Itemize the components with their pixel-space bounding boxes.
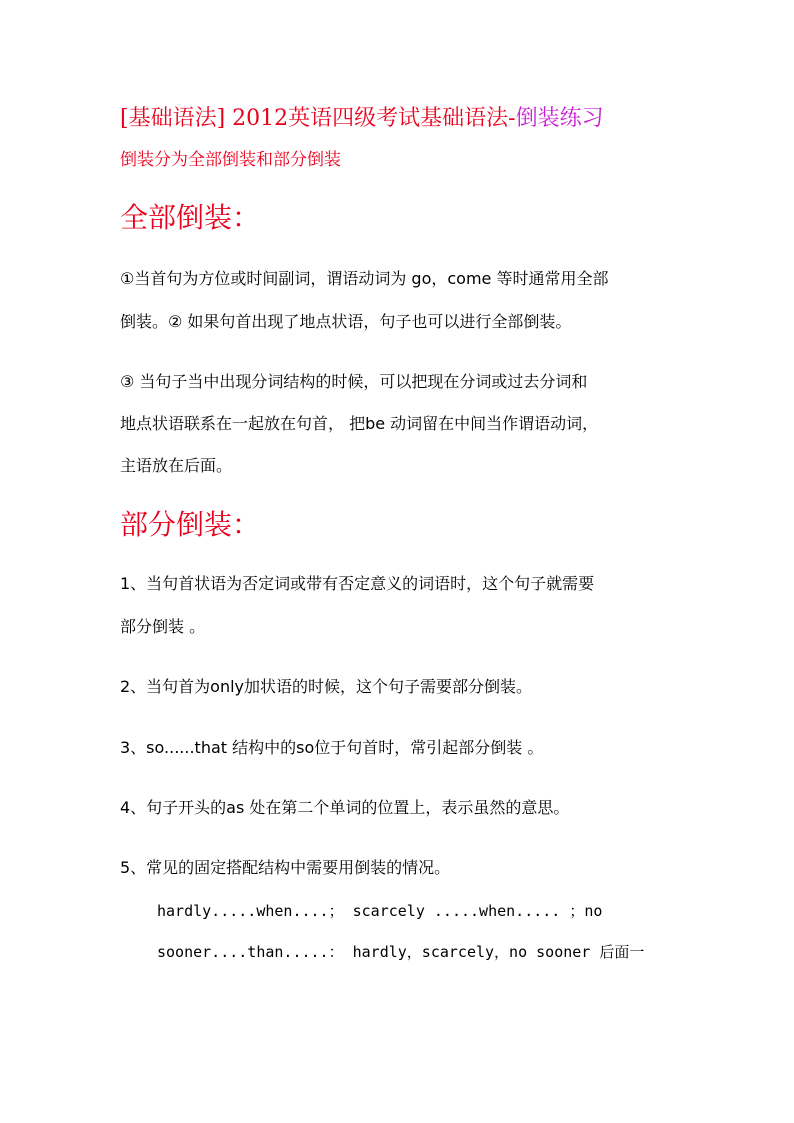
full-para1-line2: 倒装。② 如果句首出现了地点状语，句子也可以进行全部倒装。 (120, 312, 572, 331)
example-line2: sooner....than.....： hardly，scarcely，no sooner 后面一 (157, 943, 645, 961)
example-line1: hardly.....when....； scarcely .....when..... ；no (157, 902, 603, 920)
full-para2-line3: 主语放在后面。 (120, 456, 233, 475)
full-para2-line1: ③ 当句子当中出现分词结构的时候，可以把现在分词或过去分词和 (120, 372, 588, 391)
partial-item4: 4、句子开头的as 处在第二个单词的位置上，表示虽然的意思。 (120, 798, 570, 817)
title-topic: 倒装练习 (515, 106, 604, 131)
document-subtitle: 倒装分为全部倒装和部分倒装 (120, 150, 341, 170)
partial-item5: 5、常见的固定搭配结构中需要用倒装的情况。 (120, 858, 451, 877)
partial-item3: 3、so......that 结构中的so位于句首时，常引起部分倒装 。 (120, 738, 544, 757)
full-para1-line1: ①当首句为方位或时间副词，谓语动词为 go，come 等时通常用全部 (120, 269, 609, 288)
document-title (120, 104, 720, 134)
partial-item2: 2、当句首为only加状语的时候，这个句子需要部分倒装。 (120, 677, 533, 696)
partial-item1-line2: 部分倒装 。 (120, 617, 206, 636)
title-main: [基础语法] 2012英语四级考试基础语法- (120, 106, 516, 131)
partial-item1-line1: 1、当句首状语为否定词或带有否定意义的词语时，这个句子就需要 (120, 574, 595, 593)
heading-partial-inversion: 部分倒装： (120, 508, 261, 541)
full-para2-line2: 地点状语联系在一起放在句首， 把be 动词留在中间当作谓语动词， (120, 414, 599, 433)
heading-full-inversion: 全部倒装： (120, 201, 261, 234)
